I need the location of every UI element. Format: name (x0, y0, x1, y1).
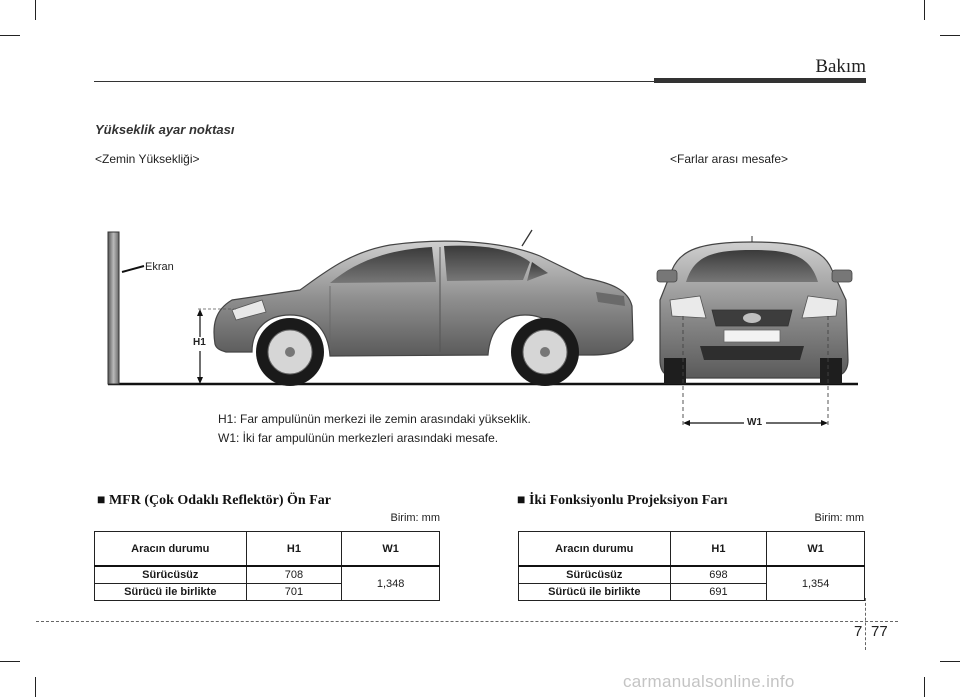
vehicle-condition-cell: Sürücü ile birlikte (519, 584, 671, 601)
table-header: W1 (767, 532, 865, 567)
w1-label: W1 (747, 417, 762, 428)
car-side-view (214, 230, 633, 386)
right-figure-caption: <Farlar arası mesafe> (670, 152, 789, 166)
chapter-number: 7 (854, 623, 863, 640)
h1-value-cell: 698 (670, 566, 767, 584)
projection-unit-label: Birim: mm (814, 512, 864, 524)
table-row (519, 566, 865, 584)
w1-definition: W1: İki far ampulünün merkezleri arasındaki mesafe. (218, 431, 499, 445)
w1-value-cell: 1,354 (767, 566, 865, 601)
mfr-unit-label: Birim: mm (390, 512, 440, 524)
projection-table-title: ■ İki Fonksiyonlu Projeksiyon Farı (517, 493, 728, 508)
h1-value-cell: 708 (246, 566, 342, 584)
h1-value-cell: 691 (670, 584, 767, 601)
projection-spec-table (518, 531, 865, 601)
table-header: H1 (670, 532, 767, 567)
watermark: carmanualsonline.info (623, 672, 795, 691)
car-front-view (657, 236, 852, 384)
table-row (95, 566, 440, 584)
table-header: Aracın durumu (519, 532, 671, 567)
page-number: 77 (871, 623, 888, 640)
mfr-table-title: ■ MFR (Çok Odaklı Reflektör) Ön Far (97, 493, 331, 508)
left-figure-caption: <Zemin Yüksekliği> (95, 152, 200, 166)
screen-label: Ekran (145, 261, 174, 273)
table-header: Aracın durumu (95, 532, 247, 567)
screen-wall (108, 232, 119, 384)
table-header: H1 (246, 532, 342, 567)
w1-value-cell: 1,348 (342, 566, 440, 601)
mfr-spec-table (94, 531, 440, 601)
vehicle-condition-cell: Sürücüsüz (95, 566, 247, 584)
table-header: W1 (342, 532, 440, 567)
h1-value-cell: 701 (246, 584, 342, 601)
footer-divider (865, 598, 866, 650)
section-title: Yükseklik ayar noktası (95, 122, 235, 137)
vehicle-condition-cell: Sürücü ile birlikte (95, 584, 247, 601)
vehicle-condition-cell: Sürücüsüz (519, 566, 671, 584)
screen-pointer (122, 266, 144, 272)
h1-label: H1 (193, 337, 206, 348)
footer-rule (36, 621, 898, 622)
h1-definition: H1: Far ampulünün merkezi ile zemin arasındaki yükseklik. (218, 412, 531, 426)
page-header-title: Bakım (815, 56, 866, 77)
